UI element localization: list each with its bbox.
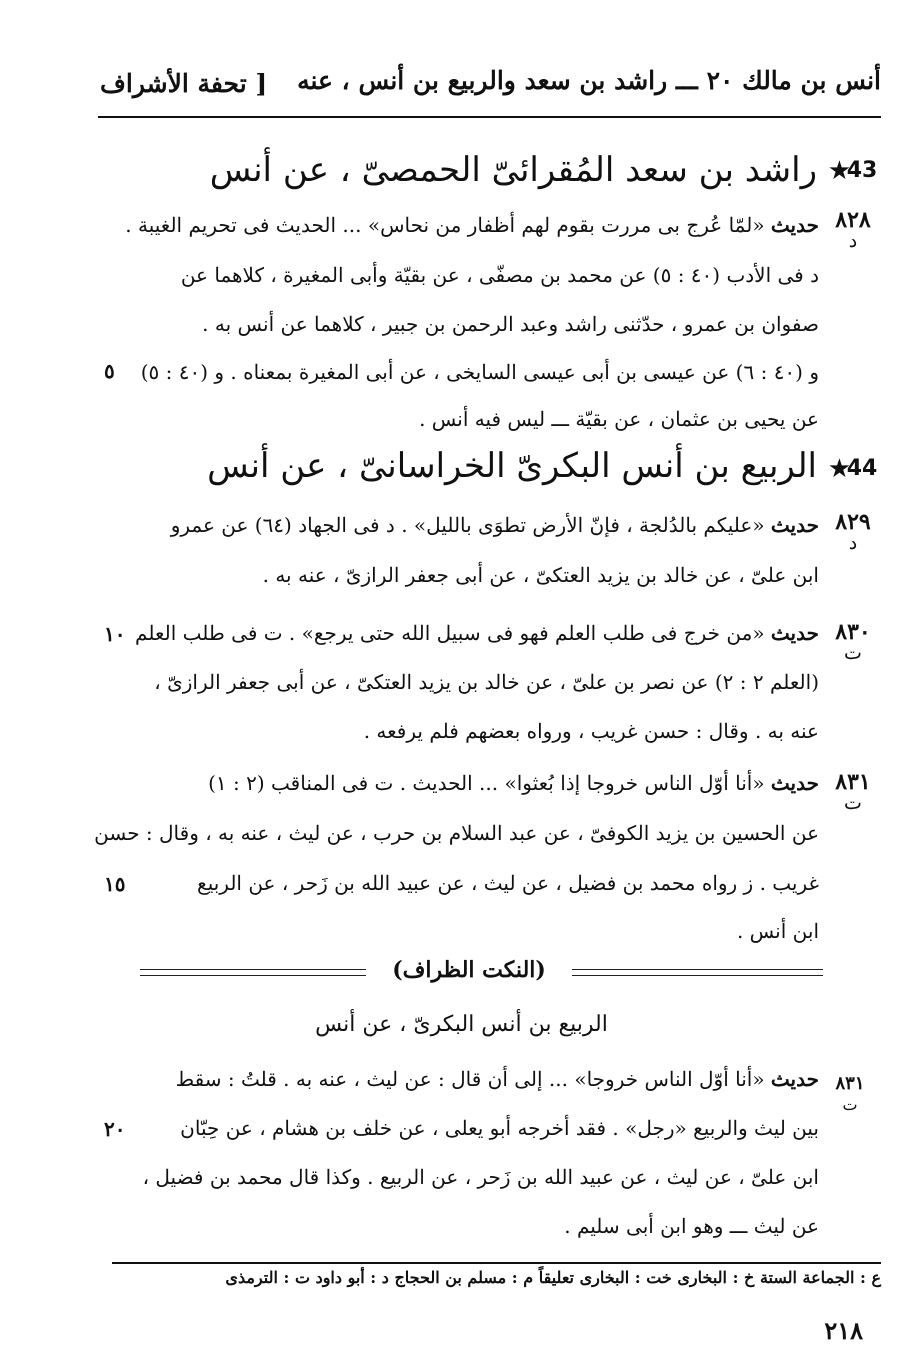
line-text: «من خرج فى طلب العلم فهو فى سبيل الله حتى يرجع» . ت فى طلب العلم <box>135 621 771 645</box>
hadith-keyword: حديث <box>770 621 819 645</box>
section-heading: راشد بن سعد المُقرائىّ الحمصىّ ، عن أنس <box>209 150 817 190</box>
line-text: ابن علىّ ، عن ليث ، عن عبيد الله بن زَحر ، عن الربيع . وكذا قال محمد بن فضيل ، <box>142 1165 819 1189</box>
line-text: د فى الأدب (٤٠ : ٥) عن محمد بن مصفّى ، عن بقيّة وأبى المغيرة ، كلاهما عن <box>180 263 819 287</box>
section-heading: الربيع بن أنس البكرىّ الخراسانىّ ، عن أنس <box>207 446 817 486</box>
line-number-marker: ٥ <box>104 359 115 383</box>
star-icon: ★ <box>827 156 851 186</box>
separator-line-left <box>140 969 366 970</box>
text-line <box>135 618 819 648</box>
nukat-subheading: الربيع بن أنس البكرىّ ، عن أنس <box>315 1012 608 1037</box>
line-text: «لمّا عُرج بى مررت بقوم لهم أظفار من نحاس» ... الحديث فى تحريم الغيبة . <box>125 213 771 237</box>
hadith-keyword: حديث <box>770 1067 819 1091</box>
entry-number: ٨٢٨ <box>835 207 871 233</box>
text-line <box>364 716 819 746</box>
text-line <box>263 560 819 590</box>
footer-rule <box>112 1262 881 1264</box>
line-number-marker: ١٥ <box>104 872 126 896</box>
text-line <box>419 404 819 434</box>
nukat-heading: (النكت الظراف) <box>392 957 546 983</box>
separator-line-right <box>572 975 823 976</box>
entry-source-letter: ت <box>842 1095 858 1114</box>
entry-source-letter: د <box>848 230 858 252</box>
abbreviation-key: ع : الجماعة الستة خ : البخارى خت : البخارى تعليقاً م : مسلم بن الحجاج د : أبو داود ت : الترمذى <box>225 1268 881 1287</box>
running-head: أنس بن مالك ٢٠ ـــ راشد بن سعد والربيع بن أنس ، عنه <box>297 66 881 95</box>
page-number: ٢١٨ <box>824 1316 863 1345</box>
line-text: «أنا أوّل الناس خروجا إذا بُعثوا» ... الحديث . ت فى المناقب (٢ : ١) <box>208 771 771 795</box>
line-text: ابن علىّ ، عن خالد بن يزيد العتكىّ ، عن أبى جعفر الرازىّ ، عنه به . <box>262 563 819 587</box>
line-text: و (٤٠ : ٦) عن عيسى بن أبى عيسى السايخى ، عن أبى المغيرة بمعناه . و (٤٠ : ٥) <box>140 360 819 384</box>
text-line <box>94 818 819 848</box>
text-line <box>176 1064 819 1094</box>
section-number: 44 <box>846 456 878 481</box>
separator-line-right <box>572 969 823 970</box>
entry-source-letter: ت <box>844 792 862 814</box>
entry-number-block <box>825 510 881 552</box>
line-text: «عليكم بالدُلجة ، فإنّ الأرض تطوَى بالليل» . د فى الجهاد (٦٤) عن عمرو <box>170 513 771 537</box>
line-text: بين ليث والربيع «رجل» . فقد أخرجه أبو يعلى ، عن خلف بن هشام ، عن حِبّان <box>180 1116 819 1140</box>
hadith-keyword: حديث <box>770 771 819 795</box>
text-line <box>197 868 819 898</box>
line-text: (العلم ٢ : ٢) عن نصر بن علىّ ، عن خالد بن يزيد العتكىّ ، عن أبى جعفر الرازىّ ، <box>154 670 819 694</box>
separator-line-left <box>140 975 366 976</box>
line-text: ابن أنس . <box>736 919 819 943</box>
text-line <box>154 667 819 697</box>
entry-number: ٨٣٠ <box>835 619 871 645</box>
entry-source-letter: د <box>848 532 858 554</box>
entry-number: ٨٣١ <box>835 1073 865 1094</box>
text-line <box>125 210 819 240</box>
section-number: 43 <box>846 158 878 183</box>
journal-title: [ تحفة الأشراف <box>100 69 268 98</box>
line-text: عن يحيى بن عثمان ، عن بقيّة ـــ ليس فيه أنس . <box>419 407 819 431</box>
text-line <box>737 916 819 946</box>
line-number-marker: ١٠ <box>104 622 126 646</box>
entry-number: ٨٣١ <box>835 769 871 795</box>
entry-number-block <box>825 620 881 662</box>
text-line <box>180 1113 819 1143</box>
text-line <box>141 357 819 387</box>
text-line <box>171 510 819 540</box>
line-number-marker: ٢٠ <box>104 1117 126 1141</box>
hadith-keyword: حديث <box>770 213 819 237</box>
entry-number: ٨٢٩ <box>835 509 871 535</box>
entry-number-block <box>825 208 881 250</box>
hadith-keyword: حديث <box>770 513 819 537</box>
star-icon: ★ <box>827 454 851 484</box>
line-text: عن ليث ـــ وهو ابن أبى سليم . <box>564 1214 819 1238</box>
text-line <box>564 1211 819 1241</box>
line-text: عن الحسين بن يزيد الكوفىّ ، عن عبد السلام بن حرب ، عن ليث ، عنه به ، وقال : حسن <box>94 821 819 845</box>
text-line <box>202 309 819 339</box>
text-line <box>181 260 819 290</box>
text-line <box>143 1162 819 1192</box>
text-line <box>208 768 819 798</box>
header-rule <box>98 116 881 118</box>
line-text: صفوان بن عمرو ، حدّثنى راشد وعبد الرحمن بن جبير ، كلاهما عن أنس به . <box>202 312 819 336</box>
entry-number-block <box>825 770 881 812</box>
line-text: غريب . ز رواه محمد بن فضيل ، عن ليث ، عن عبيد الله بن زَحر ، عن الربيع <box>197 871 819 895</box>
entry-source-letter: ت <box>844 642 862 664</box>
line-text: «أنا أوّل الناس خروجا» ... إلى أن قال : عن ليث ، عنه به . قلتُ : سقط <box>175 1067 771 1091</box>
line-text: عنه به . وقال : حسن غريب ، ورواه بعضهم فلم يرفعه . <box>363 719 819 743</box>
entry-number-block <box>825 1072 875 1114</box>
